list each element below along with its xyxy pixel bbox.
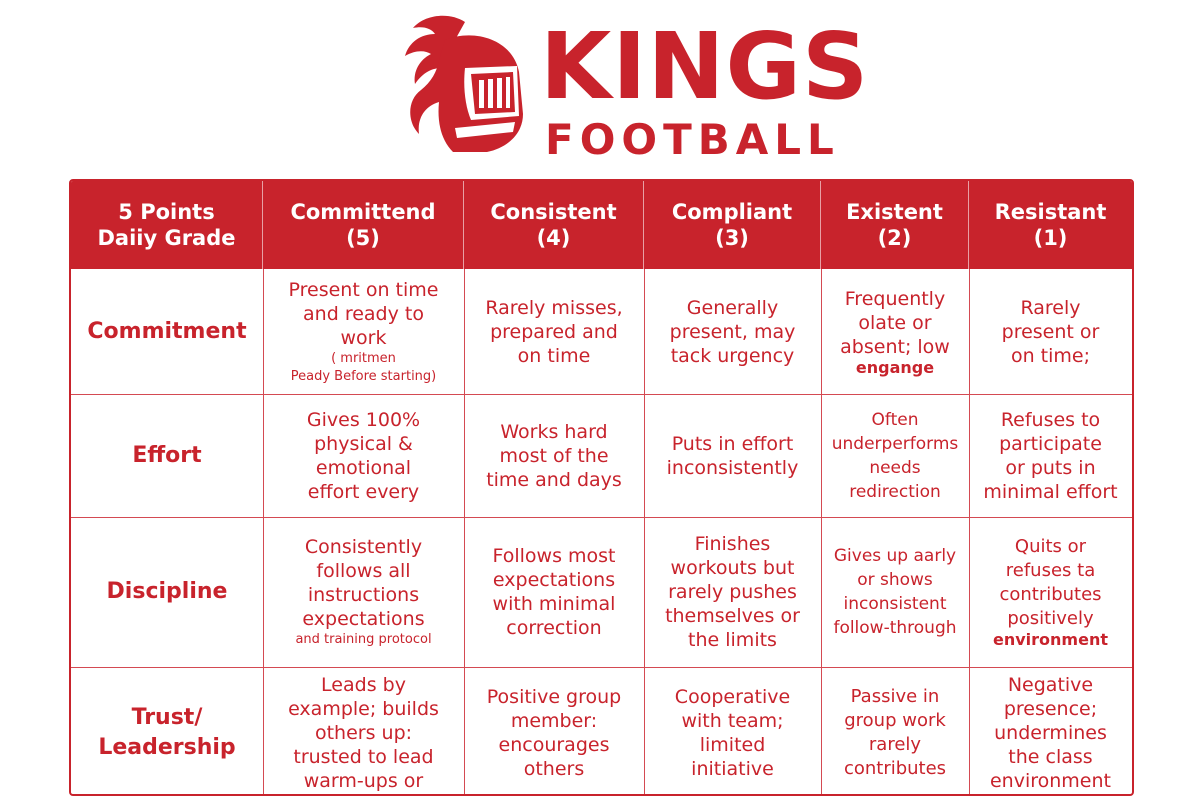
header-cell-resistant: Resistant (1) <box>994 200 1107 250</box>
cell-text: Rarely misses, prepared and on time <box>485 296 623 367</box>
table-cell <box>969 667 1132 796</box>
table-cell <box>969 394 1132 517</box>
cell-text: Gives 100% physical & emotional effort every <box>306 408 421 503</box>
cell-note: engange <box>855 357 935 377</box>
cell-note: and training protocol <box>295 632 432 647</box>
table-cell <box>821 269 969 394</box>
table-cell <box>263 269 464 394</box>
cell-note: environment <box>993 630 1108 649</box>
row-label-trust-leadership: Trust/ Leadership <box>98 704 236 760</box>
cell-text: Cooperative with team; limited initiative <box>674 685 791 780</box>
cell-text: Rarely present or on time; <box>1001 296 1100 367</box>
table-header-row <box>71 181 1132 269</box>
table-cell <box>644 667 821 796</box>
cell-text: Consistently follows all instructions expectations <box>302 536 425 630</box>
table-cell <box>969 269 1132 394</box>
cell-text: Frequently olate or absent; low <box>840 287 950 358</box>
cell-text: Negative presence; undermines the class environment <box>989 673 1111 792</box>
cell-text: Works hard most of the time and days <box>486 420 622 491</box>
table-cell <box>821 667 969 796</box>
row-label-effort: Effort <box>132 442 202 468</box>
row-label-discipline: Discipline <box>106 579 228 604</box>
cell-text: Passive in group work rarely contributes <box>843 685 947 779</box>
cell-text: Follows most expectations with minimal correction <box>492 545 616 639</box>
brand-title: KINGS <box>540 13 870 120</box>
cell-text: Leads by example; builds others up: trusted to lead warm-ups or <box>288 673 439 792</box>
table-cell <box>263 517 464 667</box>
header-cell-committed: Committend (5) <box>263 181 464 269</box>
header-cell-consistent: Consistent (4) <box>464 181 644 269</box>
header-cell-points: 5 Points Daiiy Grade <box>71 181 263 269</box>
cell-text: Generally present, may tack urgency <box>669 296 796 367</box>
cell-text: Gives up aarly or shows inconsistent follow-through <box>833 546 957 638</box>
table-cell <box>821 394 969 517</box>
cell-text: Present on time and ready to work <box>288 278 439 349</box>
table-cell <box>464 667 644 796</box>
daily-grade-table <box>69 179 1134 796</box>
table-cell <box>464 517 644 667</box>
table-cell <box>464 394 644 517</box>
header-cell-existent: Existent (2) <box>821 181 969 269</box>
brand-subtitle: FOOTBALL <box>545 115 840 164</box>
cell-text: Quits or refuses ta contributes positively <box>999 536 1102 629</box>
cell-text: Refuses to participate or puts in minimal effort <box>983 408 1118 503</box>
table-cell <box>969 517 1132 667</box>
cell-text: Finishes workouts but rarely pushes themselves or the limits <box>665 533 800 651</box>
table-cell <box>464 269 644 394</box>
table-cell <box>644 269 821 394</box>
header-cell-compliant: Compliant (3) <box>644 181 821 269</box>
table-cell <box>263 667 464 796</box>
cell-note: ( mritmen Peady Before starting) <box>290 350 437 384</box>
cell-text: Often underperforms needs redirection <box>831 409 959 502</box>
table-cell <box>644 394 821 517</box>
table-cell <box>821 517 969 667</box>
brand-header <box>0 0 1200 175</box>
knight-helmet-icon <box>395 10 530 160</box>
table-cell <box>644 517 821 667</box>
table-cell <box>263 394 464 517</box>
row-label-commitment: Commitment <box>87 318 247 344</box>
cell-text: Puts in effort inconsistently <box>666 432 799 479</box>
cell-text: Positive group member: encourages others <box>486 685 622 780</box>
